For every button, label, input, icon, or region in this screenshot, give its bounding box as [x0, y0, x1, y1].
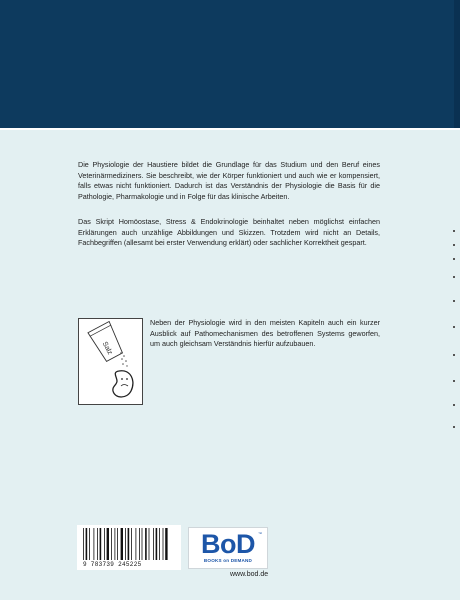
barcode-bar [165, 528, 167, 560]
illustration-drawing [79, 319, 142, 404]
salt-label: Salz [100, 340, 114, 357]
spine-marks [453, 230, 457, 450]
barcode-bar [142, 528, 143, 560]
barcode-bar [115, 528, 116, 560]
publisher-url[interactable]: www.bod.de [230, 571, 269, 578]
barcode-bar [107, 528, 109, 560]
barcode-bar [89, 528, 90, 560]
barcode-bar [94, 528, 95, 560]
barcode-bar [139, 528, 140, 560]
band-divider [0, 128, 460, 130]
blurb-paragraph-3: Neben der Physiologie wird in den meisten Kapiteln auch ein kurzer Ausblick auf Pathomechanismen des betroffenen Systems geworfen, um auch gleichsam Verständnis hierfür aufzubauen. [150, 318, 380, 349]
barcode-bar [156, 528, 158, 560]
barcode-bar [145, 528, 147, 560]
barcode-bar [111, 528, 112, 560]
barcode-bar [125, 528, 126, 560]
barcode-bars [77, 525, 181, 562]
barcode-bar [100, 528, 102, 560]
barcode-bar [121, 528, 123, 560]
barcode-bar [97, 528, 98, 560]
salt-shaker-icon [88, 321, 125, 362]
barcode-bar [153, 528, 154, 560]
isbn-barcode [77, 525, 181, 570]
bod-logo-trademark: ™ [258, 531, 262, 536]
barcode-bar [86, 528, 88, 560]
barcode-bar [159, 528, 160, 560]
kidney-icon [113, 371, 133, 397]
barcode-bar [117, 528, 118, 560]
bod-logo [188, 527, 268, 569]
band-edge [454, 0, 460, 128]
bod-logo-tagline: BOOKS on DEMAND [203, 558, 253, 563]
barcode-bar [131, 528, 132, 560]
salt-grains [120, 352, 128, 367]
barcode-bar [136, 528, 137, 560]
blurb-paragraph-1: Die Physiologie der Haustiere bildet die Grundlage für das Studium und den Beruf eines Veterinärmediziners. Sie beschreibt, wie der Körper funktioniert und auch wie er kompensiert, falls etwas nicht funktioniert. Dadurch ist das Verständnis der Physiologie die Basis für die Pathologie, Pharmakologie und in Folge für das klinische Arbeiten. [78, 160, 380, 201]
barcode-digits: 9 783739 245225 [83, 561, 142, 568]
barcode-bar [104, 528, 105, 560]
blurb-paragraph-2: Das Skript Homöostase, Stress & Endokrinologie beinhaltet neben möglichst einfachen Erklärungen auch unzählige Abbildungen und Skizzen. Trotzdem wird nicht an Details, Fachbegriffen (allesamt bei erster Verwendung erklärt) oder sachlicher Korrektheit gespart. [78, 217, 380, 248]
barcode-bar [163, 528, 164, 560]
barcode-bar [83, 528, 84, 560]
barcode-bar [128, 528, 130, 560]
salt-shaker-kidney-icon [78, 318, 143, 405]
cover-top-band [0, 0, 460, 128]
barcode-bar [149, 528, 150, 560]
bod-logo-word: BoD [201, 529, 255, 559]
